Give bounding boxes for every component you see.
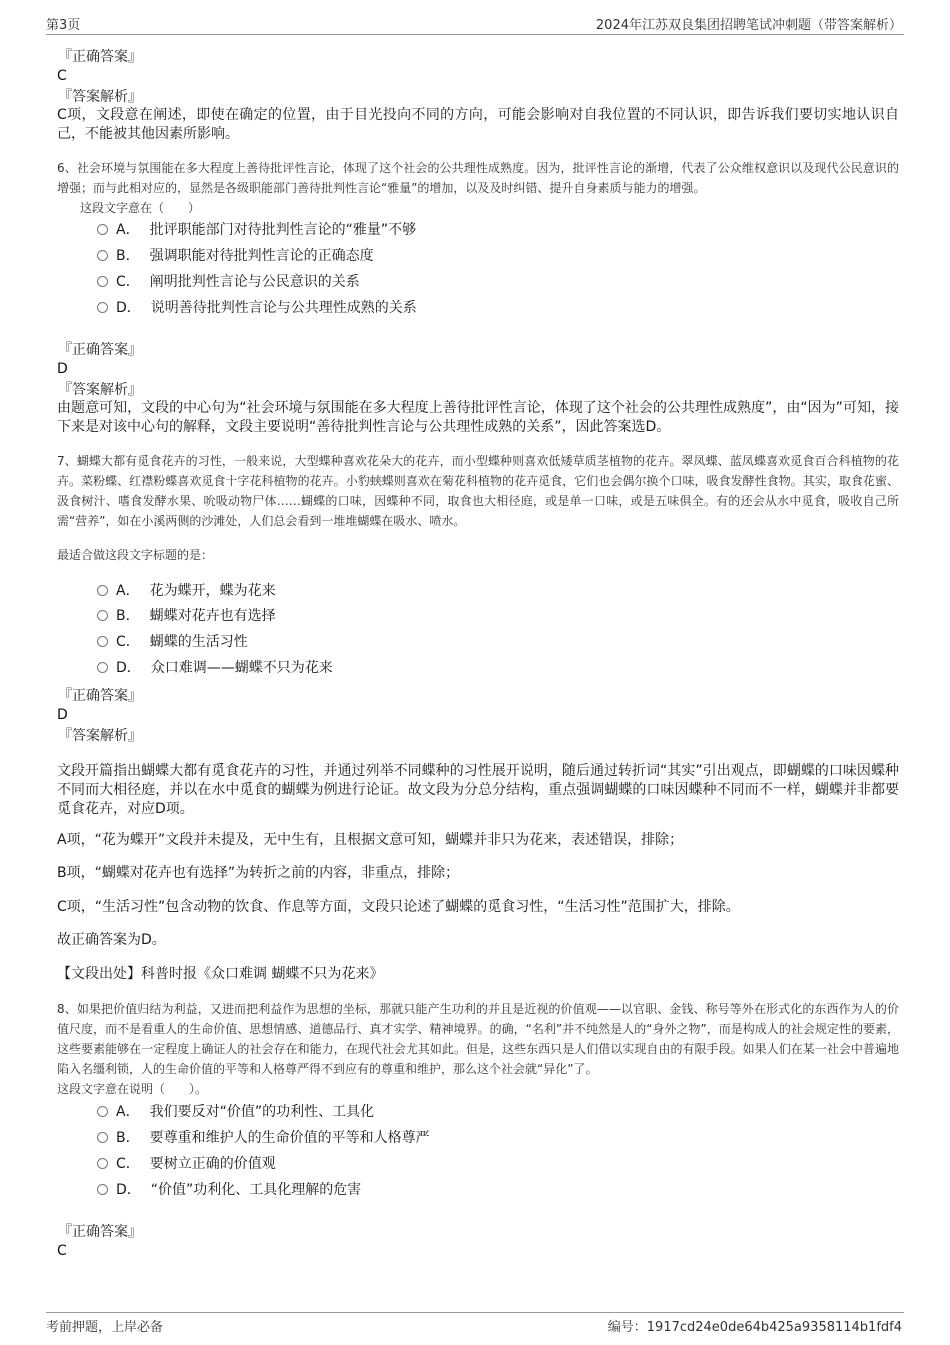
question-7-text: 7、蝴蝶大都有觅食花卉的习性，一般来说，大型蝶种喜欢花朵大的花卉，而小型蝶种则喜欢低矮草质茎植物的花卉。翠凤蝶、蓝凤蝶喜欢觅食百合科植物的花卉。菜粉蝶、红襟粉蝶喜欢觅食十字花科植物的花卉。小豹蛱蝶则喜欢在菊花科植物的花卉觅食，它们也会偶尔换个口味，吸食发酵性食物。其实，取食花蜜、汲食树汁、嗜食发酵水果、吮吸动物尸体……蝴蝶的口味，因蝶种不同，取食也大相径庭，或是单一口味，或是五味俱全。有的还会从水中觅食，吸收自己所需“营养”，如在小溪两侧的沙滩处，人们总会看到一堆堆蝴蝶在吸水、喷水。 — [57, 454, 899, 528]
radio-icon[interactable] — [97, 1132, 108, 1143]
radio-icon[interactable] — [97, 610, 108, 621]
answer-label: 『正确答案』 — [58, 688, 142, 704]
option-d[interactable]: D． 说明善待批判性言论与公共理性成熟的关系 — [97, 297, 417, 319]
question-6-text: 6、社会环境与氛围能在多大程度上善待批评性言论，体现了这个社会的公共理性成熟度。因为，批评性言论的渐增，代表了公众维权意识以及现代公民意识的增强；而与此相对应的，显然是各级职能部门善待批判性言论“雅量”的增加，以及及时纠错、提升自身素质与能力的增强。 — [57, 161, 899, 195]
option-b[interactable]: B． 要尊重和维护人的生命价值的平等和人格尊严 — [97, 1127, 430, 1149]
question-7-options — [97, 580, 797, 684]
correct-answer: C — [57, 1243, 67, 1259]
question-6-options — [97, 219, 797, 323]
correct-answer: D — [57, 361, 68, 377]
analysis-text: 由题意可知，文段的中心句为“社会环境与氛围能在多大程度上善待批评性言论，体现了这个社会的公共理性成熟度”，由“因为”可知，接下来是对该中心句的解释，文段主要说明“善待批判性言论与公共理性成熟的关系”，因此答案选D。 — [57, 400, 899, 435]
option-a[interactable]: A． 我们要反对“价值”的功利性、工具化 — [97, 1101, 374, 1123]
question-8-text: 8、如果把价值归结为利益，又进而把利益作为思想的坐标，那就只能产生功利的并且是近视的价值观——以官职、金钱、称号等外在形式化的东西作为人的价值尺度，而不是看重人的生命价值、思想情感、道德品行、真才实学、精神境界。的确，“名利”并不纯然是人的“身外之物”，而是构成人的社会规定性的要素，这些要素能够在一定程度上确证人的社会存在和能力，在现代社会尤其如此。但是，这些东西只是人们借以实现自由的有限手段。如果人们在某一社会中普遍地陷入名缰利锁，人的生命价值的平等和人格尊严得不到应有的尊重和维护，那么这个社会就“异化”了。 — [57, 1002, 899, 1076]
option-c[interactable]: C． 蝴蝶的生活习性 — [97, 631, 248, 653]
option-a[interactable]: A． 批评职能部门对待批判性言论的“雅量”不够 — [97, 219, 416, 241]
radio-icon[interactable] — [97, 662, 108, 673]
question-6-stem: 这段文字意在（ ） — [80, 201, 201, 215]
page-number: 第3页 — [46, 18, 81, 33]
analysis-option-c: C项，“生活习性”包含动物的饮食、作息等方面，文段只论述了蝴蝶的觅食习性，“生活习性”范围扩大，排除。 — [57, 899, 740, 915]
analysis-conclusion: 故正确答案为D。 — [57, 932, 166, 948]
option-a[interactable]: A． 花为蝶开，蝶为花来 — [97, 580, 276, 602]
option-b[interactable]: B． 蝴蝶对花卉也有选择 — [97, 605, 276, 627]
radio-icon[interactable] — [97, 276, 108, 287]
correct-answer: C — [57, 68, 67, 84]
radio-icon[interactable] — [97, 250, 108, 261]
footer-slogan: 考前押题，上岸必备 — [46, 1320, 164, 1335]
option-c[interactable]: C． 阐明批判性言论与公民意识的关系 — [97, 271, 360, 293]
analysis-option-a: A项，“花为蝶开”文段并未提及，无中生有，且根据文意可知，蝴蝶并非只为花来，表述错误，排除； — [57, 832, 684, 848]
analysis-text: 文段开篇指出蝴蝶大都有觅食花卉的习性，并通过列举不同蝶种的习性展开说明，随后通过转折词“其实”引出观点，即蝴蝶的口味因蝶种不同而大相径庭，并以在水中觅食的蝴蝶为例进行论证。故文段为分总分结构，重点强调蝴蝶的口味因蝶种不同而不一样，蝴蝶并非都要觅食花卉，对应D项。 — [57, 763, 899, 817]
radio-icon[interactable] — [97, 302, 108, 313]
question-7-stem: 最适合做这段文字标题的是： — [57, 548, 214, 562]
radio-icon[interactable] — [97, 1158, 108, 1169]
radio-icon[interactable] — [97, 224, 108, 235]
option-c[interactable]: C． 要树立正确的价值观 — [97, 1153, 276, 1175]
analysis-label: 『答案解析』 — [58, 89, 142, 105]
answer-label: 『正确答案』 — [58, 1224, 142, 1240]
source-citation: 【文段出处】科普时报《众口难调 蝴蝶不只为花来》 — [57, 966, 384, 982]
answer-label: 『正确答案』 — [58, 342, 142, 358]
radio-icon[interactable] — [97, 1184, 108, 1195]
analysis-label: 『答案解析』 — [58, 728, 142, 744]
radio-icon[interactable] — [97, 1106, 108, 1117]
document-title: 2024年江苏双良集团招聘笔试冲刺题（带答案解析） — [595, 18, 902, 33]
answer-label: 『正确答案』 — [58, 49, 142, 65]
analysis-label: 『答案解析』 — [58, 382, 142, 398]
document-id: 编号：1917cd24e0de64b425a9358114b1fdf4 — [607, 1320, 902, 1335]
correct-answer: D — [57, 707, 68, 723]
radio-icon[interactable] — [97, 585, 108, 596]
option-b[interactable]: B． 强调职能对待批判性言论的正确态度 — [97, 245, 374, 267]
question-8-options — [97, 1101, 797, 1205]
option-d[interactable]: D． “价值”功利化、工具化理解的危害 — [97, 1179, 361, 1201]
page-header — [46, 12, 904, 35]
option-d[interactable]: D． 众口难调——蝴蝶不只为花来 — [97, 657, 333, 679]
page-footer — [46, 1312, 904, 1336]
analysis-text: C项，文段意在阐述，即使在确定的位置，由于目光投向不同的方向，可能会影响对自我位置的不同认识，即告诉我们要切实地认识自己，不能被其他因素所影响。 — [57, 107, 899, 142]
analysis-option-b: B项，“蝴蝶对花卉也有选择”为转折之前的内容，非重点，排除； — [57, 865, 460, 881]
question-8-stem: 这段文字意在说明（ ）。 — [57, 1082, 208, 1096]
radio-icon[interactable] — [97, 636, 108, 647]
